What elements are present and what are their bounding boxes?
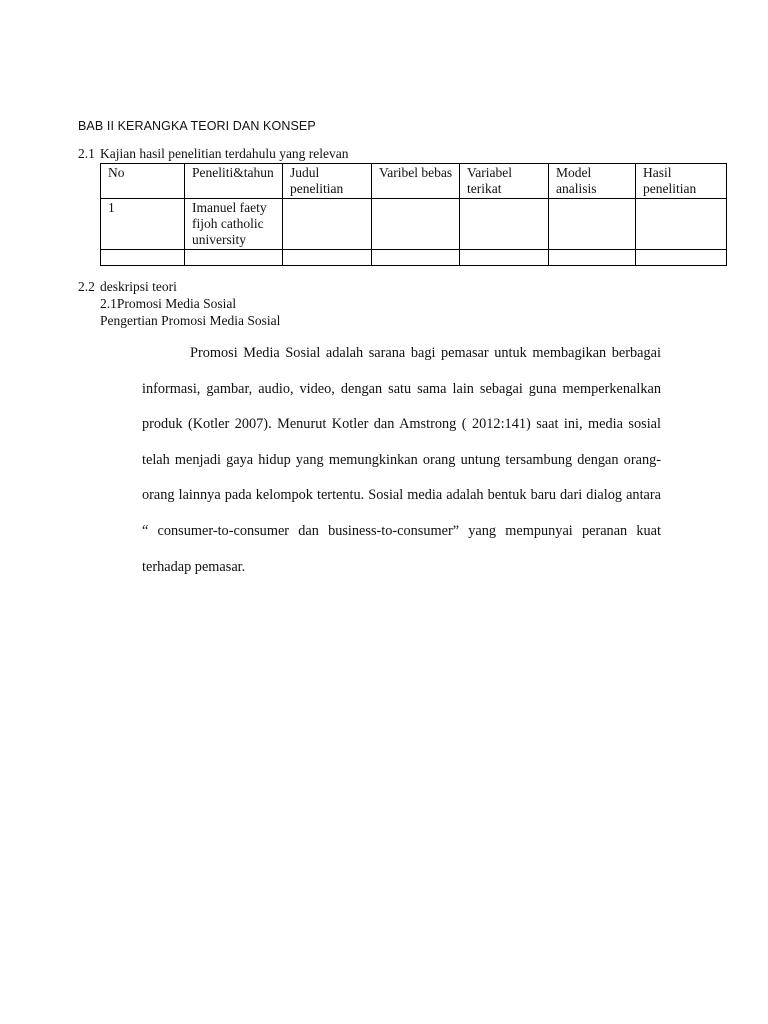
table-cell [636,250,727,266]
header-cell-dependent-variable: Variabel terikat [460,164,549,199]
section-number: 2.2 [78,279,95,294]
section-heading-2-2 [78,279,177,295]
subheading: Pengertian Promosi Media Sosial [100,313,281,328]
table-cell [549,199,636,250]
table-cell [460,199,549,250]
header-cell-no: No [101,164,185,199]
body-paragraph: Promosi Media Sosial adalah sarana bagi pemasar untuk membagikan berbagai informasi, gambar, audio, video, dengan satu sama lain sebagai guna memperkenalkan produk (Kotler 2007). Menurut Kotler dan Amstrong ( 2012:141) saat ini, media sosial telah menjadi gaya hidup yang memungkinkan orang untung tersambung dengan orang-orang lainnya pada kelompok tertentu. Sosial media adalah bentuk baru dari dialog antara “ consumer-to-consumer dan business-to-consumer” yang mempunyai peranan kuat terhadap pemasar. [142,345,661,575]
section-number: 2.1 [78,146,95,161]
header-cell-title: Judul penelitian [283,164,372,199]
table-cell [372,199,460,250]
table-cell [636,199,727,250]
header-cell-researcher: Peneliti&tahun [185,164,283,199]
chapter-title: BAB II KERANGKA TEORI DAN KONSEP [78,119,316,133]
table-cell [283,250,372,266]
table-row [101,199,727,250]
table-cell [283,199,372,250]
subsection-heading: 2.1Promosi Media Sosial [100,296,237,311]
table-row [101,250,727,266]
table-cell [372,250,460,266]
section-title: Kajian hasil penelitian terdahulu yang relevan [100,146,349,161]
table-cell [101,250,185,266]
table-cell [460,250,549,266]
table-cell [185,250,283,266]
table-cell: Imanuel faety fijoh catholic university [185,199,283,250]
table-header-row [101,164,727,199]
section-title: deskripsi teori [100,279,177,294]
header-cell-result: Hasil penelitian [636,164,727,199]
previous-research-table [100,163,727,266]
table-cell [549,250,636,266]
table-cell: 1 [101,199,185,250]
header-cell-independent-variable: Varibel bebas [372,164,460,199]
header-cell-analysis-model: Model analisis [549,164,636,199]
section-heading-2-1 [78,146,349,162]
